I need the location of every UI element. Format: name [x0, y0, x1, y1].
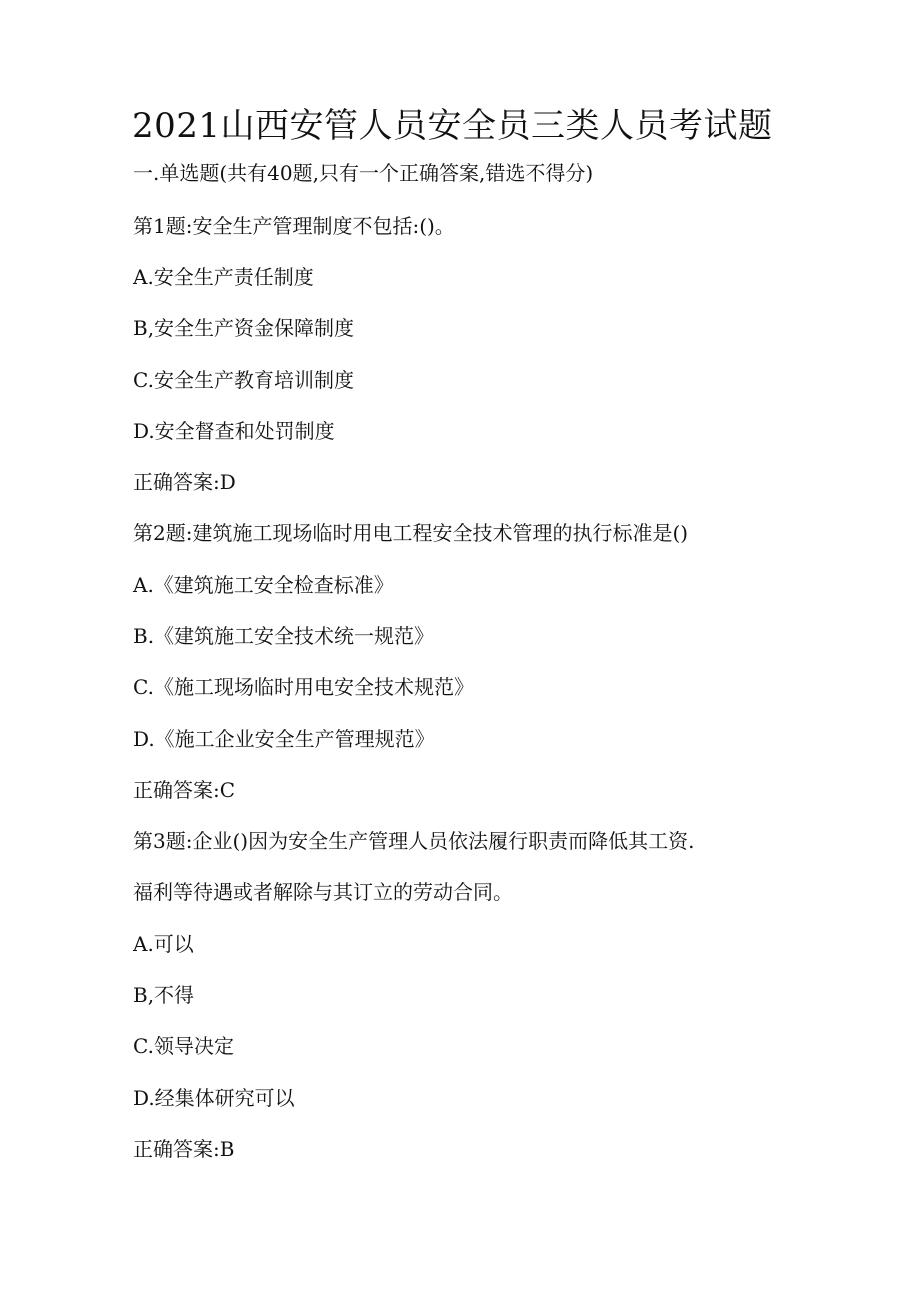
question-3-option-c: C.领导决定	[133, 1034, 234, 1058]
question-2-option-a: A.《建筑施工安全检查标准》	[133, 573, 394, 597]
question-3-option-a: A.可以	[133, 932, 194, 956]
question-1-option-a: A.安全生产责任制度	[133, 265, 314, 289]
question-1-stem: 第1题:安全生产管理制度不包括:()。	[133, 214, 455, 238]
question-1-answer: 正确答案:D	[133, 470, 236, 494]
question-3-stem: 第3题:企业()因为安全生产管理人员依法履行职责而降低其工资.	[133, 829, 695, 853]
question-3-stem-continued: 福利等待遇或者解除与其订立的劳动合同。	[133, 880, 513, 904]
question-3-option-b: B,不得	[133, 983, 195, 1007]
question-2-stem: 第2题:建筑施工现场临时用电工程安全技术管理的执行标准是()	[133, 521, 689, 545]
question-2-option-c: C.《施工现场临时用电安全技术规范》	[133, 675, 474, 699]
question-2-option-d: D.《施工企业安全生产管理规范》	[133, 727, 435, 751]
question-1-option-d: D.安全督查和处罚制度	[133, 419, 335, 443]
question-1-option-b: B,安全生产资金保障制度	[133, 316, 355, 340]
section-heading: 一.单选题(共有40题,只有一个正确答案,错选不得分)	[133, 161, 594, 185]
question-2-option-b: B.《建筑施工安全技术统一规范》	[133, 624, 435, 648]
question-3-option-d: D.经集体研究可以	[133, 1086, 295, 1110]
document-title: 2021山西安管人员安全员三类人员考试题	[132, 106, 773, 146]
question-1-option-c: C.安全生产教育培训制度	[133, 368, 354, 392]
question-3-answer: 正确答案:B	[133, 1137, 235, 1161]
question-2-answer: 正确答案:C	[133, 778, 236, 802]
